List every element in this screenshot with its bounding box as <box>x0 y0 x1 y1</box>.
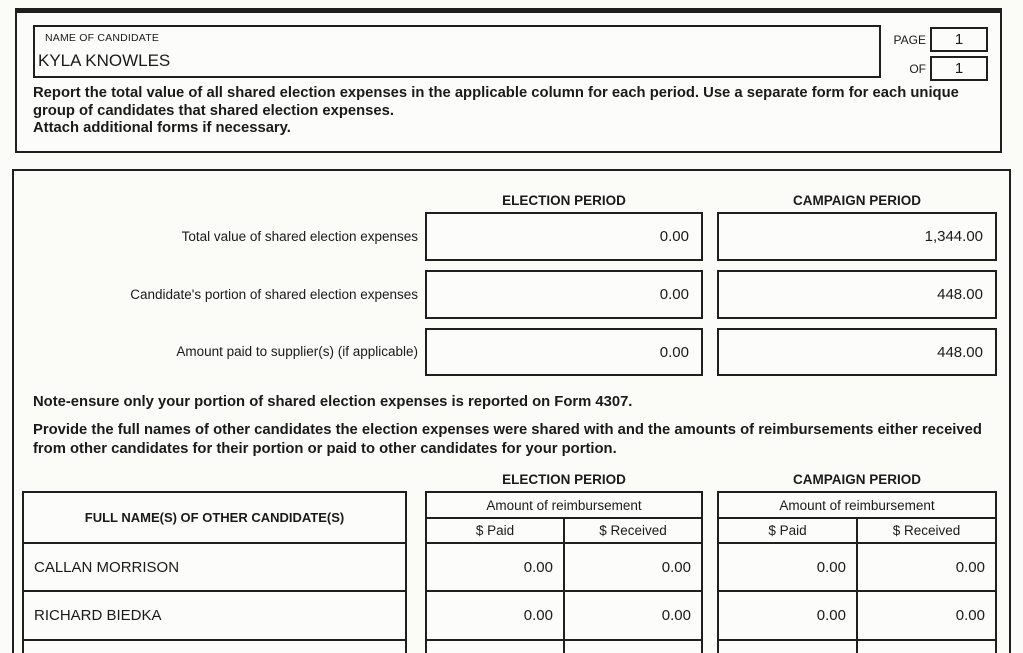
amount-value: 0.00 <box>659 343 689 361</box>
candidates-name-table <box>22 491 407 653</box>
table-campaign-period-header: CAMPAIGN PERIOD <box>792 472 921 487</box>
note-form-4307: Note-ensure only your portion of shared election expenses is reported on Form 4307. <box>33 394 633 410</box>
amount-cell: 0.00 <box>857 591 996 640</box>
candidate-name-label: NAME OF CANDIDATE <box>45 32 160 44</box>
summary-campaign-period-header: CAMPAIGN PERIOD <box>792 193 921 208</box>
paid-header: $ Paid <box>426 518 564 543</box>
amount-cell: 0.00 <box>426 591 564 640</box>
table-election-period-header: ELECTION PERIOD <box>502 472 626 487</box>
amount-cell: 0.00 <box>564 591 702 640</box>
summary-row-label: Total value of shared election expenses <box>181 229 418 244</box>
candidate-name-value: KYLA KNOWLES <box>38 51 171 70</box>
received-header: $ Received <box>857 518 996 543</box>
amount-cell: 0.00 <box>564 543 702 591</box>
campaign-reimbursement-table <box>717 491 997 653</box>
amount-value: 0.00 <box>659 286 689 303</box>
amount-cell-empty <box>564 640 702 653</box>
amount-cell-empty <box>857 640 996 653</box>
campaign-amount-box <box>717 212 997 261</box>
candidate-name-cell: CALLAN MORRISON <box>23 543 406 591</box>
paid-header: $ Paid <box>718 518 857 543</box>
summary-row-label: Candidate's portion of shared election expenses <box>130 287 418 302</box>
campaign-amount-box <box>717 270 997 319</box>
note-provide-names: Provide the full names of other candidates the election expenses were shared with and the amounts of reimbursements either received from other candidates for their portion or paid to other candidates for your portion. <box>33 422 982 457</box>
election-amount-box <box>425 212 703 261</box>
amount-cell-empty <box>426 640 564 653</box>
amount-cell-empty <box>718 640 857 653</box>
of-total-box <box>930 56 988 81</box>
amount-value: 448.00 <box>937 286 983 303</box>
page-label: PAGE <box>893 33 926 47</box>
received-header: $ Received <box>564 518 702 543</box>
amount-value: 0.00 <box>659 228 689 245</box>
of-total-value: 1 <box>954 60 964 77</box>
amount-cell: 0.00 <box>718 543 857 591</box>
candidate-name-header: FULL NAME(S) OF OTHER CANDIDATE(S) <box>23 492 406 543</box>
amount-value: 1,344.00 <box>924 228 983 245</box>
amount-cell: 0.00 <box>426 543 564 591</box>
candidate-name-field <box>33 25 881 78</box>
candidate-name-cell-empty <box>23 640 406 653</box>
election-amount-box <box>425 328 703 376</box>
election-reimbursement-table <box>425 491 703 653</box>
of-label: OF <box>909 62 926 76</box>
instructions-line2: Attach additional forms if necessary. <box>33 120 291 136</box>
summary-row-label: Amount paid to supplier(s) (if applicable) <box>176 344 418 359</box>
reimbursement-header: Amount of reimbursement <box>426 492 702 518</box>
summary-election-period-header: ELECTION PERIOD <box>502 193 626 208</box>
campaign-amount-box <box>717 328 997 376</box>
page-number-value: 1 <box>954 31 964 48</box>
reimbursement-header: Amount of reimbursement <box>718 492 996 518</box>
amount-cell: 0.00 <box>718 591 857 640</box>
amount-cell: 0.00 <box>857 543 996 591</box>
candidate-name-cell: RICHARD BIEDKA <box>23 591 406 640</box>
instructions-line1: Report the total value of all shared election expenses in the applicable column for each period. Use a separate form for each unique group of candidates that shared election expenses. <box>33 85 959 119</box>
instructions-text <box>33 85 985 138</box>
election-amount-box <box>425 270 703 319</box>
amount-value: 448.00 <box>937 343 983 361</box>
page-number-box <box>930 27 988 52</box>
